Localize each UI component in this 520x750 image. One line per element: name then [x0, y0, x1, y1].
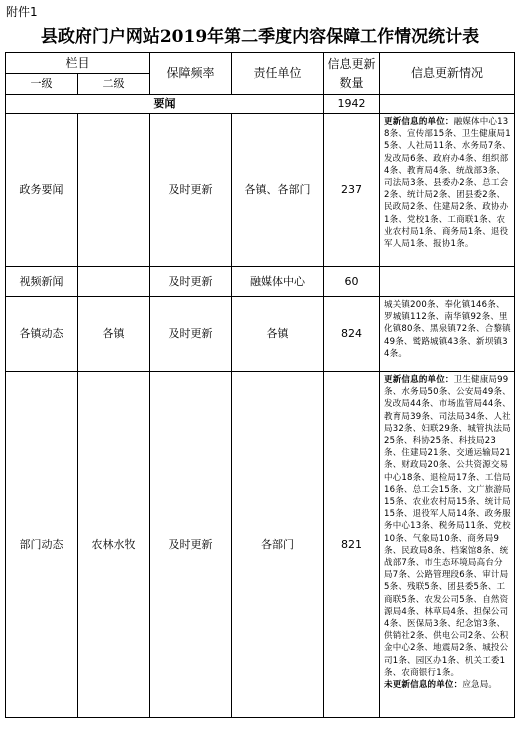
status-text: 融媒体中心138条、宣传部15条、卫生健康局15条、人社局11条、水务局7条、发改局6条、政府办4条、组织部4条、教育局4条、统战部3条、司法局3条、县委办2条、总工会2条、统计局2条、团县委2条、民政局2条、住建局2条、政协办1条、党校1条、工商联1条、农业农村局1条、商务局1条、退役军人局1条、报协1条。	[384, 117, 511, 250]
page-title: 县政府门户网站2019年第二季度内容保障工作情况统计表	[40, 27, 480, 47]
row-status	[380, 267, 515, 297]
row-count: 824	[324, 297, 380, 372]
row-status	[380, 297, 515, 372]
row-frequency: 及时更新	[150, 297, 232, 372]
unit-header: 责任单位	[232, 53, 324, 95]
table-row	[6, 267, 515, 297]
row-status	[380, 114, 515, 267]
section-name: 要闻	[6, 95, 324, 114]
level2-header: 二级	[78, 74, 150, 95]
row-level1: 部门动态	[6, 372, 78, 718]
unupdated-text: 应急局。	[462, 680, 498, 691]
table-row	[6, 297, 515, 372]
status-label: 更新信息的单位：	[384, 375, 454, 385]
attachment-label: 附件1	[6, 5, 38, 19]
status-label: 更新信息的单位：	[384, 117, 454, 127]
level1-header: 一级	[6, 74, 78, 95]
table-row	[6, 114, 515, 267]
count-header: 信息更新数量	[324, 53, 380, 95]
row-unit: 各部门	[232, 372, 324, 718]
row-level2: 农林水牧	[78, 372, 150, 718]
row-unit: 各镇	[232, 297, 324, 372]
status-text: 卫生健康局99条、水务局50条、公安局49条、发改局44条、市场监管局44条、教育局39条、司法局34条、人社局32条、妇联29条、城管执法局25条、科协25条、科技局23条、住建局21条、交通运输局21条、财政局20条、公共资源交易中心18条、退检局17条、工信局16条、总工会15条、文广旅游局15条、农业农村局15条、统计局15条、退役军人局14条、政务服务中心13条、税务局11条、党校10条、气象局10条、商务局9条、民政局8条、档案馆8条、统战部7条、市生态环境局高台分局7条、公路管理段6条、审计局5条、残联5条、团县委5条、工商联5条、农发公司5条、自然资源局4条、林草局4条、担保公司4条、医保局3条、纪念馆3条、供销社2条、供电公司2条、公积金中心2条、地震局2条、城投公司1条、园区办1条、机关工委1条、农商银行1条。	[384, 375, 511, 678]
row-level2	[78, 114, 150, 267]
row-unit: 融媒体中心	[232, 267, 324, 297]
row-level1: 各镇动态	[6, 297, 78, 372]
row-frequency: 及时更新	[150, 267, 232, 297]
row-status	[380, 372, 515, 718]
column-group-header: 栏目	[6, 53, 150, 74]
section-count: 1942	[324, 95, 380, 114]
table-row	[6, 372, 515, 718]
row-level1: 政务要闻	[6, 114, 78, 267]
row-level1: 视频新闻	[6, 267, 78, 297]
row-unit: 各镇、各部门	[232, 114, 324, 267]
unupdated-label: 未更新信息的单位：	[384, 680, 463, 691]
row-count: 237	[324, 114, 380, 267]
status-header: 信息更新情况	[380, 53, 515, 95]
status-text: 城关镇200条、奉化镇146条、罗城镇112条、南华镇92条、里化镇80条、黑泉镇72条、合黎镇49条、鹫路城镇43条、新坝镇34条。	[384, 300, 511, 359]
section-status	[380, 95, 515, 114]
row-frequency: 及时更新	[150, 114, 232, 267]
row-level2: 各镇	[78, 297, 150, 372]
frequency-header: 保障频率	[150, 53, 232, 95]
statistics-table	[5, 52, 515, 718]
row-frequency: 及时更新	[150, 372, 232, 718]
row-count: 821	[324, 372, 380, 718]
row-count: 60	[324, 267, 380, 297]
row-level2	[78, 267, 150, 297]
